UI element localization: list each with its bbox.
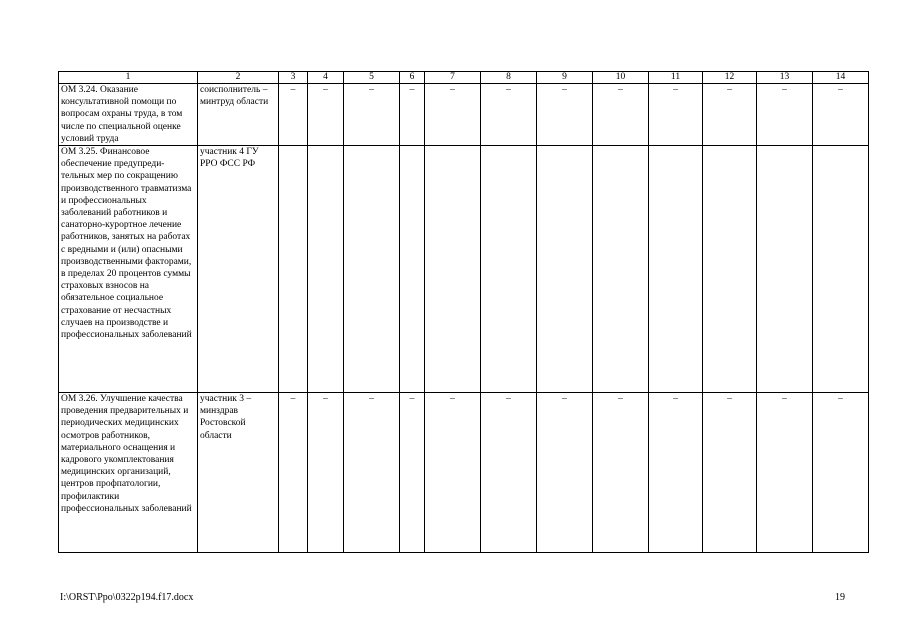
value-cell xyxy=(481,146,537,393)
header-cell: 10 xyxy=(593,72,649,84)
header-cell: 3 xyxy=(279,72,308,84)
value-cell: – xyxy=(813,84,869,146)
footer-page-number: 19 xyxy=(835,592,845,603)
value-cell: – xyxy=(425,393,481,553)
value-cell: – xyxy=(757,84,813,146)
measure-name-cell: ОМ 3.25. Финансовое обеспечение предупреди-тельных мер по сокращению производственного травматизма и профессиональных заболеваний работников и санаторно-курортное лечение работников, занятых на работах с вредными и (или) опасными производственными факторами, в пределах 20 процентов суммы страховых взносов на обязательное социальное страхование от несчастных случаев на производстве и профессиональных заболеваний xyxy=(59,146,198,393)
value-cell: – xyxy=(703,84,757,146)
value-cell xyxy=(344,146,400,393)
value-cell xyxy=(757,146,813,393)
value-cell xyxy=(813,146,869,393)
value-cell: – xyxy=(308,393,344,553)
table-row xyxy=(59,146,869,393)
value-cell: – xyxy=(400,84,425,146)
footer-file-path: I:\ORST\Ppo\0322p194.f17.docx xyxy=(60,592,194,603)
value-cell xyxy=(593,146,649,393)
value-cell: – xyxy=(308,84,344,146)
header-cell: 9 xyxy=(537,72,593,84)
value-cell: – xyxy=(703,393,757,553)
value-cell: – xyxy=(425,84,481,146)
header-cell: 1 xyxy=(59,72,198,84)
header-cell: 14 xyxy=(813,72,869,84)
table-row xyxy=(59,84,869,146)
header-cell: 5 xyxy=(344,72,400,84)
value-cell: – xyxy=(593,84,649,146)
value-cell xyxy=(703,146,757,393)
value-cell: – xyxy=(279,84,308,146)
value-cell: – xyxy=(593,393,649,553)
value-cell xyxy=(400,146,425,393)
value-cell: – xyxy=(481,393,537,553)
value-cell xyxy=(649,146,703,393)
value-cell: – xyxy=(344,84,400,146)
value-cell xyxy=(537,146,593,393)
header-cell: 12 xyxy=(703,72,757,84)
header-cell: 7 xyxy=(425,72,481,84)
measure-name-cell: ОМ 3.26. Улучшение качества проведения предварительных и периодических медицинских осмотров работников, материального оснащения и кадрового укомплектования медицинских организаций, центров профпатологии, профилактики профессиональных заболеваний xyxy=(59,393,198,553)
header-cell: 6 xyxy=(400,72,425,84)
value-cell: – xyxy=(649,393,703,553)
header-cell: 13 xyxy=(757,72,813,84)
measure-name-cell: ОМ 3.24. Оказание консультативной помощи по вопросам охраны труда, в том числе по специальной оценке условий труда xyxy=(59,84,198,146)
value-cell: – xyxy=(537,393,593,553)
executor-cell: участник 3 – минздрав Ростовской области xyxy=(198,393,279,553)
value-cell xyxy=(308,146,344,393)
value-cell: – xyxy=(279,393,308,553)
executor-cell: участник 4 ГУ РРО ФСС РФ xyxy=(198,146,279,393)
value-cell xyxy=(425,146,481,393)
header-cell: 4 xyxy=(308,72,344,84)
value-cell: – xyxy=(400,393,425,553)
value-cell xyxy=(279,146,308,393)
value-cell: – xyxy=(649,84,703,146)
executor-cell: соисполнитель – минтруд области xyxy=(198,84,279,146)
value-cell: – xyxy=(757,393,813,553)
value-cell: – xyxy=(537,84,593,146)
header-cell: 11 xyxy=(649,72,703,84)
data-table xyxy=(58,71,869,553)
value-cell: – xyxy=(344,393,400,553)
value-cell: – xyxy=(481,84,537,146)
value-cell: – xyxy=(813,393,869,553)
header-cell: 8 xyxy=(481,72,537,84)
table-row xyxy=(59,393,869,553)
header-row xyxy=(59,72,869,84)
header-cell: 2 xyxy=(198,72,279,84)
